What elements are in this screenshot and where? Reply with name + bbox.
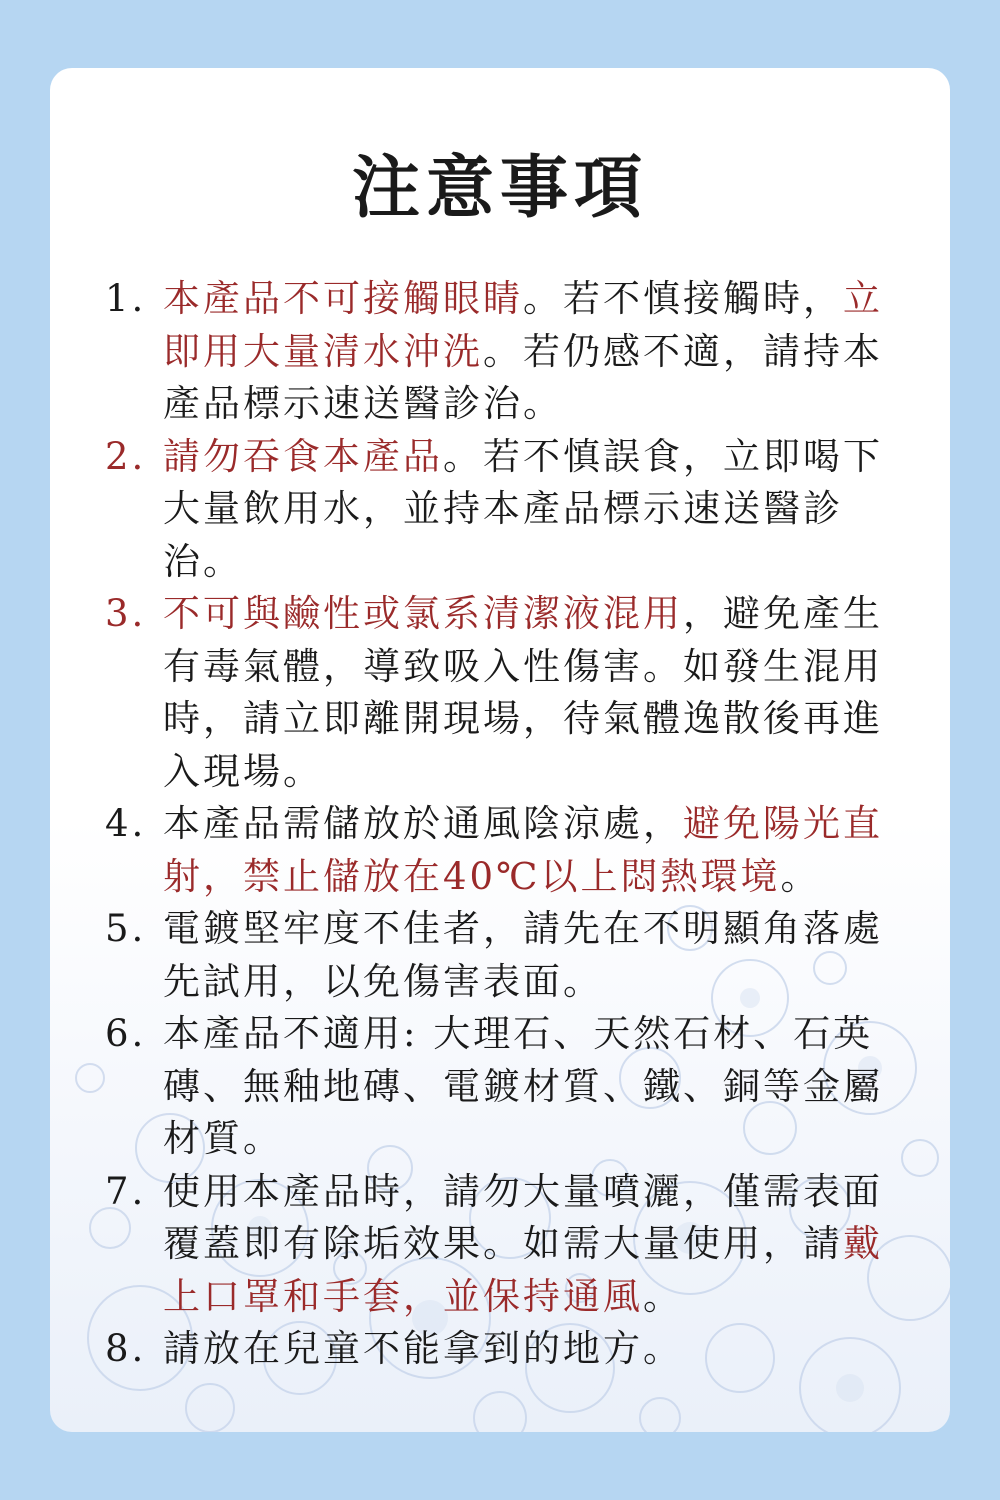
notice-item	[105, 798, 895, 903]
notice-item-text	[163, 903, 895, 1008]
body-text: 請放在兒童不能拿到的地方。	[163, 1327, 683, 1370]
notice-item	[105, 1008, 895, 1166]
highlighted-text: 避免陽光直射，禁止儲放在40℃以上悶熱環境	[163, 802, 883, 898]
notice-item	[105, 588, 895, 798]
notice-item-number: 2.	[105, 434, 147, 478]
highlighted-text: 請勿吞食本產品	[163, 434, 443, 478]
highlighted-text: 戴上口罩和手套，並保持通風	[163, 1222, 883, 1318]
notice-item-text	[163, 273, 895, 431]
body-text: 。若不慎接觸時，	[523, 277, 843, 320]
notice-item-number: 5.	[105, 907, 147, 950]
notice-item-number: 7.	[105, 1169, 147, 1213]
highlighted-text: 本產品不可接觸眼睛	[163, 277, 523, 320]
body-text: 本產品需儲放於通風陰涼處，	[163, 802, 683, 845]
highlighted-text: 不可與鹼性或氯系清潔液混用	[163, 592, 683, 635]
body-text: 電鍍堅牢度不佳者，請先在不明顯角落處先試用，以免傷害表面。	[163, 907, 883, 1003]
body-text: 本產品不適用: 大理石、天然石材、石英磚、無釉地磚、電鍍材質、鐵、銅等金屬材質。	[163, 1012, 883, 1160]
notice-item-text	[163, 431, 895, 589]
notice-item-number: 4.	[105, 802, 147, 845]
body-text: 使用本產品時，請勿大量噴灑，僅需表面覆蓋即有除垢效果。如需大量使用，請	[163, 1169, 883, 1265]
notice-list	[105, 273, 895, 1376]
notice-item-number: 8.	[105, 1327, 147, 1370]
notice-item	[105, 1166, 895, 1324]
notice-item	[105, 431, 895, 589]
notice-item-number: 1.	[105, 277, 147, 320]
notice-item-text	[163, 588, 895, 798]
body-text: 。若不慎誤食，立即喝下大量飲用水，並持本產品標示速送醫診治。	[163, 434, 883, 583]
notice-item	[105, 1323, 895, 1376]
body-text: 。	[643, 1274, 683, 1318]
notice-item-text	[163, 1008, 895, 1166]
body-text: 。	[780, 854, 821, 898]
highlighted-text: 立即用大量清水沖洗	[163, 277, 883, 373]
body-text: 。若仍感不適，請持本產品標示速送醫診治。	[163, 329, 883, 425]
notice-item-number: 3.	[105, 592, 147, 635]
notice-item	[105, 903, 895, 1008]
notice-card	[50, 68, 950, 1432]
page-title: 注意事項	[351, 148, 648, 228]
notice-item-text	[163, 1166, 895, 1324]
notice-item-text	[163, 798, 895, 903]
notice-item	[105, 273, 895, 431]
notice-item-number: 6.	[105, 1012, 147, 1055]
body-text: ，避免產生有毒氣體，導致吸入性傷害。如發生混用時，請立即離開現場，待氣體逸散後再進入現場。	[163, 592, 883, 793]
notice-item-text	[163, 1323, 895, 1376]
